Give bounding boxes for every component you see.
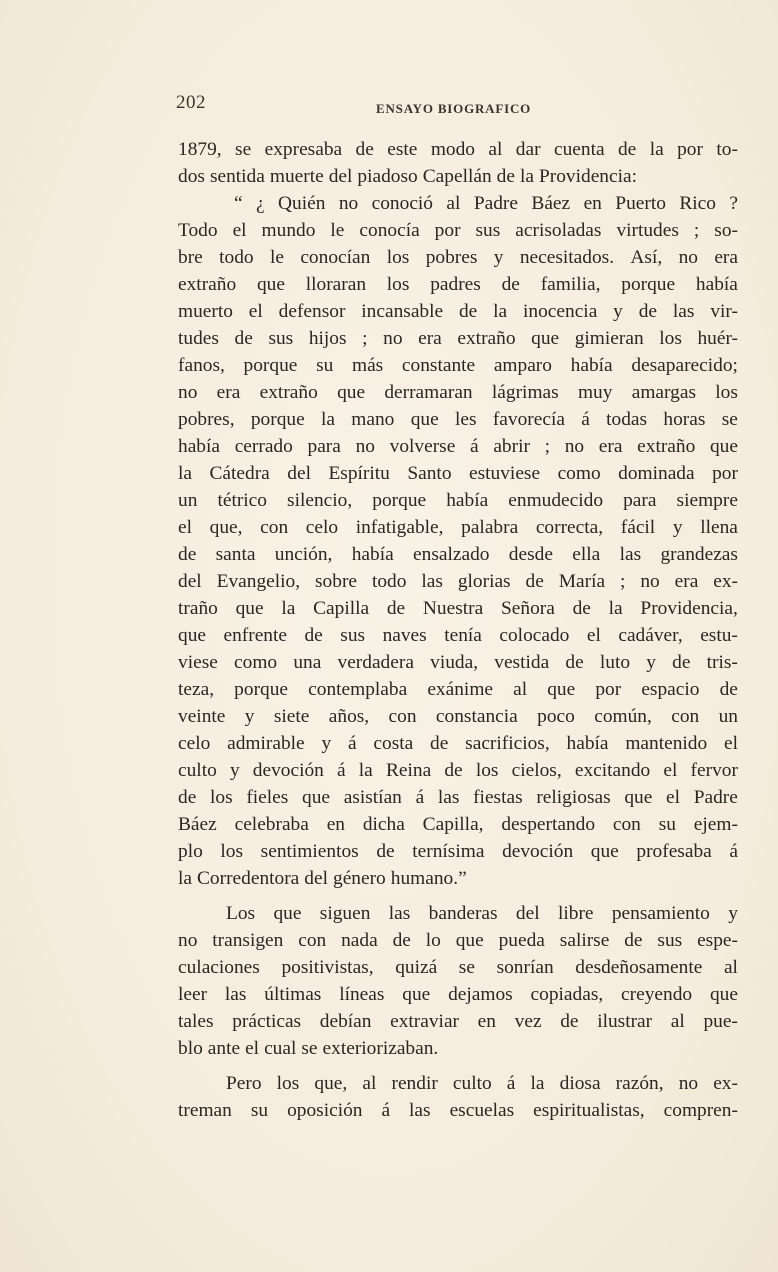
text-line: la Cátedra del Espíritu Santo estuviese como dominada por	[178, 463, 738, 484]
text-line: un tétrico silencio, porque había enmudecido para siempre	[178, 490, 738, 511]
text-line: culto y devoción á la Reina de los cielos, excitando el fervor	[178, 760, 738, 781]
body-text	[178, 136, 738, 1124]
text-line: fanos, porque su más constante amparo había desaparecido;	[178, 355, 738, 376]
text-line: “ ¿ Quién no conoció al Padre Báez en Puerto Rico ?	[234, 193, 738, 214]
text-line: la Corredentora del género humano.”	[178, 868, 467, 889]
text-line: blo ante el cual se exteriorizaban.	[178, 1038, 439, 1059]
page-number: 202	[176, 92, 206, 113]
text-line: Pero los que, al rendir culto á la diosa razón, no ex-	[226, 1073, 738, 1094]
text-line: muerto el defensor incansable de la inocencia y de las vir-	[178, 301, 738, 322]
text-line: plo los sentimientos de ternísima devoción que profesaba á	[178, 841, 738, 862]
paragraph-gap	[178, 1062, 738, 1070]
text-line: leer las últimas líneas que dejamos copiadas, creyendo que	[178, 984, 738, 1005]
text-line: tudes de sus hijos ; no era extraño que gimieran los huér-	[178, 328, 738, 349]
text-line: veinte y siete años, con constancia poco común, con un	[178, 706, 738, 727]
text-line: del Evangelio, sobre todo las glorias de María ; no era ex-	[178, 571, 738, 592]
text-line: Los que siguen las banderas del libre pensamiento y	[226, 903, 738, 924]
text-line: dos sentida muerte del piadoso Capellán de la Providencia:	[178, 166, 637, 187]
text-line: 1879, se expresaba de este modo al dar cuenta de la por to-	[178, 139, 738, 160]
text-line: había cerrado para no volverse á abrir ; no era extraño que	[178, 436, 738, 457]
text-line: teza, porque contemplaba exánime al que por espacio de	[178, 679, 738, 700]
text-line: tales prácticas debían extraviar en vez de ilustrar al pue-	[178, 1011, 738, 1032]
text-line: traño que la Capilla de Nuestra Señora de la Providencia,	[178, 598, 738, 619]
text-line: culaciones positivistas, quizá se sonrían desdeñosamente al	[178, 957, 738, 978]
text-line: de los fieles que asistían á las fiestas religiosas que el Padre	[178, 787, 738, 808]
text-line: extraño que lloraran los padres de familia, porque había	[178, 274, 738, 295]
text-line: de santa unción, había ensalzado desde ella las grandezas	[178, 544, 738, 565]
text-line: viese como una verdadera viuda, vestida de luto y de tris-	[178, 652, 738, 673]
text-line: que enfrente de sus naves tenía colocado el cadáver, estu-	[178, 625, 738, 646]
running-head: ENSAYO BIOGRAFICO	[376, 101, 532, 116]
text-line: Todo el mundo le conocía por sus acrisoladas virtudes ; so-	[178, 220, 738, 241]
text-line: pobres, porque la mano que les favorecía á todas horas se	[178, 409, 738, 430]
paragraph-gap	[178, 892, 738, 900]
text-line: no transigen con nada de lo que pueda salirse de sus espe-	[178, 930, 738, 951]
text-line: bre todo le conocían los pobres y necesitados. Así, no era	[178, 247, 738, 268]
text-line: treman su oposición á las escuelas espiritualistas, compren-	[178, 1100, 738, 1121]
text-line: no era extraño que derramaran lágrimas muy amargas los	[178, 382, 738, 403]
text-line: el que, con celo infatigable, palabra correcta, fácil y llena	[178, 517, 738, 538]
text-line: celo admirable y á costa de sacrificios, había mantenido el	[178, 733, 738, 754]
text-line: Báez celebraba en dicha Capilla, despertando con su ejem-	[178, 814, 738, 835]
